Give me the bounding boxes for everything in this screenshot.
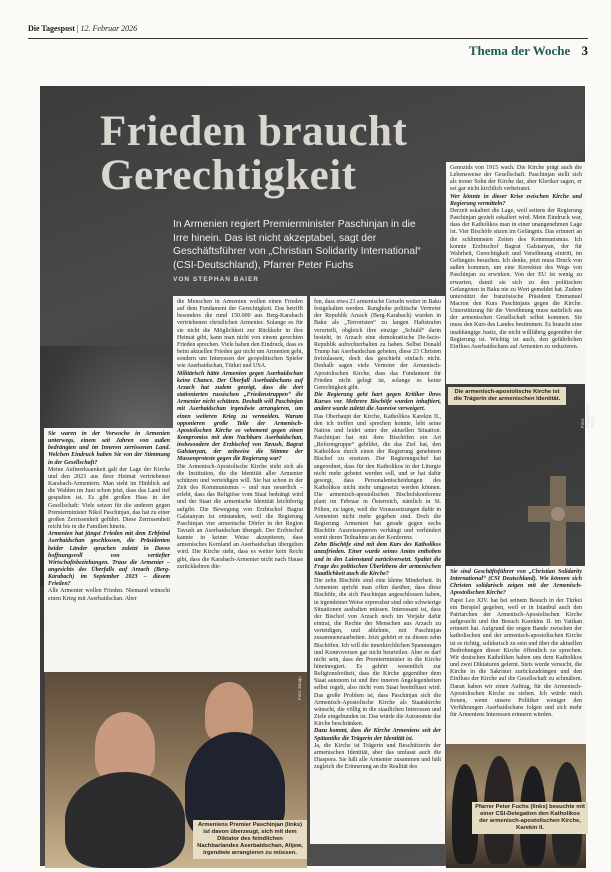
interview-answer: Das Oberhaupt der Kirche, Katholikos Karekin II., den ich treffen und sprechen konnte, lebt seine Nation und leidet unter der aktuellen Situation. Paschinjan hat mit dem Bischöfen ein Art „Reformgruppe“ gebildet, die das Ziel hat, den Katholikos durch einen der Regierung genehmen Bischof zu ersetzen. Der Regierungschef hat angeordnet, dass für den Katholikos in der Liturgie nicht mehr gebetet werden soll, und er hat dafür gesorgt, dass Personalentscheidungen des Katholikos nicht mehr umgesetzt werden können. Die armenisch-apostolischen Bischofskonferenz plant im Februar in Österreich, nämlich in St. Pölten, zu tagen, weil die Voraussetzungen dafür in Armenien nicht mehr gegeben sind. Doch die Regierung Armenien hat gerade gegen sechs Bischöfe Ausreisesperren verhängt und verhindert somit deren Teilnahme an der Konferenz.	[314, 413, 441, 542]
issue-date: 12. Februar 2026	[80, 24, 138, 33]
interview-question: Dazu kommt, dass die Kirche Armeniens seit der Spätantike die Trägerin der Identität ist.	[314, 728, 441, 742]
caption-right: Die armenisch-apostolische Kirche ist die Trägerin der armenischen Identität.	[448, 387, 566, 405]
interview-answer: Ja, die Kirche ist Trägerin und Beschützerin der armenischen Identität, aber das umfasst auch die Diaspora. Sie hält alle Armenier zusammen und hält zugleich die Erinnerung an die Realität des	[314, 742, 441, 771]
headline-line-2: Gerechtigkeit	[100, 152, 357, 199]
photo-credit-right: Foto: Imago/ITAR-TASS	[580, 402, 595, 428]
interview-answer: fen, dass etwa 23 armenische Geiseln weiter in Baku festgehalten werden. Ranghohe politische Vertreter der Republik Arzach (Berg-Karabach) wurden in Baku als „Terroristen“ zu langen Haftstrafen verurteilt, obgleich ihre einzige „Schuld“ darin besteht, in Arzach eine demokratische De-facto-Republik aufrechterhalten zu haben. Selbst Donald Trump hat Aserbaidschan gebeten, diese 23 Christen freizulassen, doch das geschieht einfach nicht. Deshalb sagen viele Vertreter der Armenisch-Apostolischen Kirche, dass das Fundament für Frieden nicht gelegt ist, solange es keine Gerechtigkeit gibt.	[314, 299, 441, 391]
interview-answer: Meine Aufmerksamkeit galt der Lage der Kirche und den 2023 aus ihrer Heimat vertriebenen Karabach-Armeniern. Man sieht im Hinblick auf die Wahlen im Juni schon jetzt, dass das Land tief gespalten ist. Es gibt großen Hass in der Gesellschaft: Viele setzen für die anderen gegen Premierminister Nikol Paschinjan, das hat zu einer großen Zerrissenheit geführt. Diese Zerrissenheit reicht bis in die Familien hinein.	[48, 466, 170, 531]
interview-answer: die Menschen in Armenien wollen einen Frieden auf dem Fundament der Gerechtigkeit. Das betrifft besonders die rund 150.000 aus Berg-Karabach vertriebenen christlichen Armenier. Solange es für sie nicht die Möglichkeit zur Rückkehr in ihre Heimat gibt, kann man nicht von einem gerechten Frieden sprechen. Viele haben den Eindruck, dass es beim aktuellen Frieden gar nicht um Armenien geht, sondern um Interessen der geopolitischen Spieler wie Aserbaidschan, Türkei und USA.	[177, 299, 303, 370]
interview-question: Wer könnte in dieser Krise zwischen Kirche und Regierung vermitteln?	[450, 193, 582, 207]
byline: VON STEPHAN BAIER	[173, 276, 259, 283]
masthead	[28, 24, 588, 38]
interview-answer: Derzeit eskaliert die Lage, weil seitens der Regierung Paschinjan gezielt eskaliert wird. Mein Eindruck war, dass der Katholikos man in einer unangenehmen Lage ist. Vier Bischöfe sitzen im Gefängnis. Das erinnert an die schlimmsten Zeiten des Kommunismus. Ich konnte Erzbischof Bagrat Galstanyan, der für Wahrheit, Gerechtigkeit und Versöhnung eintritt, im Gefängnis besuchen. Ich denke, jetzt muss Druck von außen kommen, um eine Korrektur des Wegs von Paschinjan zu erwirken. Von der EU ist wenig zu erwarten, damit sie sich zu den politischen Gefangenen in Baku nie zu Wort gemeldet hat. Zudem unterstützt der französische Präsident Emmanuel Macron den Kurs Paschinjans gegen die Kirche. Unterstützung für die Versöhnung muss natürlich aus der armenischen Gesellschaft selbst kommen. Sie muss den Kurs des Landes bestimmen. Es braucht eine unabhängige Justiz, die nicht willfährig gegenüber der Regierung ist. Wichtig ist auch, den gefährlichen Einfluss Aserbaidschans auf Armenien zu reduzieren.	[450, 207, 582, 350]
interview-question: Sie waren in der Vorwoche in Armenien unterwegs, einem seit Jahren von außen bedrängten und im Inneren zerrissenen Land. Welchen Eindruck haben Sie von der Stimmung in der Gesellschaft?	[48, 431, 170, 466]
section-title: Thema der Woche	[468, 43, 571, 58]
interview-answer: Alle Armenier wollen Frieden. Niemand wünscht einen Krieg mit Aserbaidschan. Aber	[48, 588, 170, 602]
photo-credit-bottom: Foto: imago	[297, 676, 302, 700]
lede: In Armenien regiert Premierminister Paschinjan in die Irre hinein. Das ist nicht akzeptabel, sagt der Geschäftsführer von „Christian Solidarity International“ (CSI-Deutschland), Pfarrer Peter Fuchs	[173, 219, 421, 271]
interview-question: Militärisch hätte Armenien gegen Aserbaidschan keine Chance. Der Überfall Aserbaidschans auf Arzach hat zudem gezeigt, dass die dort stationierten russischen „Friedenstruppen“ die Armenier nicht schützen. Deshalb will Paschinjan mit Aserbaidschan irgendwie arrangieren, um einen weiteren Krieg zu vermeiden. Warum opponieren große Teile der Armenisch-Apostolischen Kirche so vehement gegen einen Kompromiss mit dem Nachbarn Aserbaidschan, insbesondere der Erzbischof von Tavush, Bagrat Galstanyan, der zeitweise die Stimme der Massenproteste gegen die Regierung war?	[177, 370, 303, 463]
caption-bottom-right: Pfarrer Peter Fuchs (links) besuchte mit einer CSI-Delegation den Katholikos der armenisch-apostolischen Kirche, Karekin II.	[472, 802, 588, 834]
column-4	[446, 162, 586, 384]
header-rule	[28, 38, 588, 39]
interview-question: Die Regierung geht hart gegen Kritiker ihres Kurses vor. Mehrere Bischöfe wurden inhaftiert, andere wurde zuletzt die Ausreise verweigert.	[314, 392, 441, 413]
interview-answer: Papst Leo XIV. hat bei seinem Besuch in der Türkei ein Beispiel gegeben, weil er in Istanbul auch den Patriarchen der Armenisch-Apostolischen Kirche aufgesucht und ihn Besuch Karekins II. im Vatikan erinnert hat. Aufgrund der engen Bande zwischen der katholischen und der armenisch-apostolischen Kirche ist es richtig, solidarisch zu sein und über die aktuellen Bedrohungen dieser Kirche öffentlich zu sprechen. Wir deutschen Katholiken haben uns dem Katholikos und zwei Diktaturen gelernt. Stets wurde versucht, die Kirche in die Sakristei zurückzudrängen und den Einfluss der Kirche auf die Gesellschaft zu schmälern. Daran haben wir einen Auftrag, für die Armenisch-Apostolischen Kirche zu stehen. Ich würde mich freuen, wenn unsere Politiker weniger den Verführungen Aserbaidschans folgen und sich mehr für Armeniens Interessen erinnern würden.	[450, 597, 582, 719]
headline	[100, 110, 430, 198]
interview-answer: Die Armenisch-Apostolische Kirche sieht sich als die Institution, die die Identität aller Armenier schützen und verteidigen will. Sie hat schon in der Zeit des Kommunismus – und nun neuerlich – erlebt, dass das Religiöse vom Staat bedrängt wird und der Staat die armenische Identität leichtfertig aufgibt. Die Bewegung von Erzbischof Bagrat Galstanyan ist entstanden, weil die Regierung Paschinjan vier armenische Dörfer in der Region Tavush an Aserbaidschan übergab. Der Erzbischof kannte in keiner Weise akzeptieren, dass armenisches Kernland an Aserbaidschan übergeben wird. Die Kirche steht, dass es weiter kein Recht gibt, dass die Karabach-Armenier nicht nach Hause zurückkehren dür-	[177, 463, 303, 570]
masthead-separator: |	[76, 24, 79, 33]
column-3	[310, 296, 445, 844]
interview-answer: Genozids von 1915 wach. Die Kirche prägt auch die Lebensweise der Gesellschaft. Paschinjan stellt sich als treuer Sohn der Kirche dar, aber Kleriker sagen, er sei gar nicht kirchlich verheiratet.	[450, 165, 582, 193]
headline-line-1: Frieden braucht	[100, 108, 408, 155]
interview-question: Armenien hat jüngst Frieden mit dem Erbfeind Aserbaidschan geschlossen, die Präsidenten beider Länder sprachen zuletzt in Davos hoffnungsvoll von vertiefter Wirtschaftsbeziehungen. Traue die Armenier – angesichts des Überfalls auf Arzach (Berg-Karabach) im September 2023 – diesem Frieden?	[48, 531, 170, 588]
column-left	[44, 428, 174, 672]
interview-answer: Die zehn Bischöfe sind eine kleine Minderheit. In Armenien spricht man offen darüber, dass diese Bischöfe, die sich Paschinjan angeschlossen haben, in irgendeiner Weise erpressbar sind oder schwierige Situationen ausbalten müssen. Interessant ist, dass der Bischof von Arzach noch im Vorjahr dafür eintrat, die Rechte der Menschen aus Arzach zu verteidigen, und ablehnte, mit Paschinjan zusammenzuarbeiten. Jetzt gehört er zu diesen zehn Bischöfen. Ich will die innerkirchlichen Spannungen und Kontroversen gar nicht beurteilen. Aber es darf nicht sein, dass der Premierminister in die Kirche hineinregiert. Es gehört wesentlich zur Religionsfreiheit, dass die Kirche gegenüber dem Staat autonom ist und ihre inneren Angelegenheiten selbst regelt, also nicht vom Staat beeinflusst wird. Das große Problem ist, dass Paschinjan sich die Armenisch-Apostolische Kirche als Staatskirche wünscht, die völlig in die staatlichen Interessen und Ziele eingebunden ist. Das würde die Autonomie der Kirche beschränken.	[314, 578, 441, 728]
caption-bottom-left: Armeniens Premier Paschinjan (links) ist davon überzeugt, sich mit dem Diktator des feindlichen Nachbarlandes Aserbaidschan, Alijew, irgendwie arrangieren zu müssen.	[193, 820, 307, 859]
interview-question: Zehn Bischöfe sind mit dem Kurs des Katholikos unzufrieden. Einer wurde seines Amtes enthoben und in den Laienstand zurückversetzt. Spaltet die Frage des politischen Überlebens der armenischen Staatlichkeit auch die Kirche?	[314, 542, 441, 577]
column-2	[173, 296, 307, 672]
page-number: 3	[581, 43, 588, 58]
paper-name: Die Tagespost	[28, 24, 75, 33]
interview-question: Sie sind Geschäftsführer von „Christian Solidarity International“ (CSI Deutschland). Wie können sich Christen solidarisch zeigen mit der Armenisch-Apostolischen Kirche?	[450, 569, 582, 597]
column-5	[446, 566, 586, 744]
section-header	[469, 43, 588, 59]
person-figure	[65, 772, 185, 868]
